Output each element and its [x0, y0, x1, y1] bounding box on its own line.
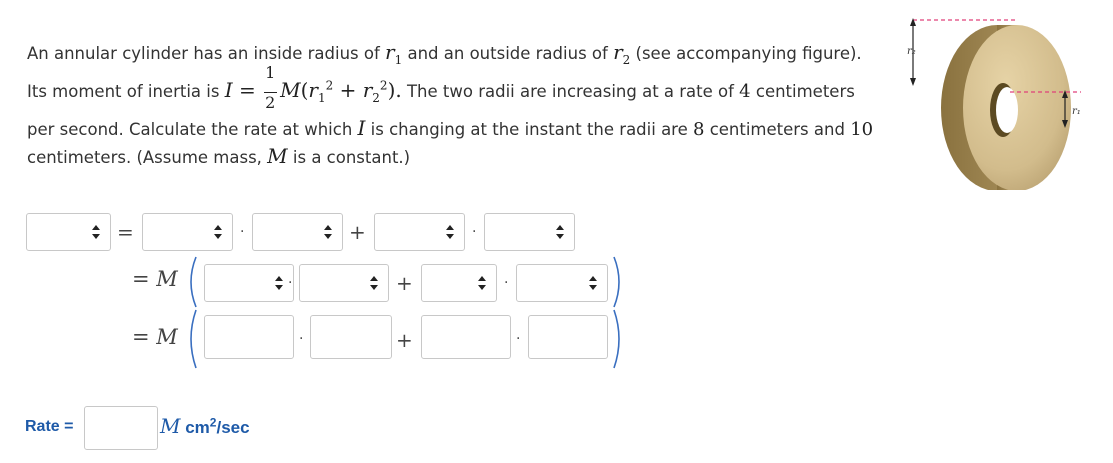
text: centimeters. (Assume mass,	[27, 148, 268, 167]
multiply-dot: ·	[240, 224, 245, 240]
row2-select-1[interactable]	[204, 264, 294, 302]
row1-select-3[interactable]	[374, 213, 465, 251]
disc-shape	[941, 25, 1071, 190]
problem-line-2: Its moment of inertia is I = $\frac{1}{2}$ $M(r_1^2 + r_2^2)$. The two radii are increasing at a rate of 4 centimeters	[27, 62, 855, 112]
right-paren-icon	[612, 255, 626, 309]
problem-line-3	[27, 116, 873, 140]
r2-label: r₂	[907, 46, 916, 57]
multiply-dot: ·	[472, 224, 477, 240]
right-paren-icon	[612, 308, 626, 370]
select-arrows-icon	[92, 225, 100, 239]
M-symbol: M	[280, 78, 301, 102]
select-arrows-icon	[214, 225, 222, 239]
select-arrows-icon	[556, 225, 564, 239]
problem-line-4	[27, 144, 410, 168]
text: The two radii are increasing at a rate of	[401, 82, 740, 101]
equals-sign: =	[232, 78, 263, 102]
select-arrows-icon	[275, 276, 283, 290]
radius-value-b: 10	[850, 119, 874, 140]
rate-unit: M $cm^2/\sec$	[160, 414, 250, 438]
select-arrows-icon	[370, 276, 378, 290]
text: (see accompanying figure).	[630, 44, 862, 63]
rate-value: 4	[739, 81, 751, 102]
row3-equals-M: = M	[132, 325, 178, 349]
plus-sign: +	[396, 328, 413, 352]
r1-symbol: $r_1$	[385, 40, 403, 67]
text: per second. Calculate the rate at which	[27, 120, 358, 139]
text: is changing at the instant the radii are	[365, 120, 693, 139]
rate-label: Rate =	[25, 418, 74, 435]
row1-lhs-select[interactable]	[26, 213, 111, 251]
rate-input[interactable]	[84, 406, 158, 450]
r1-label: r₁	[1072, 106, 1081, 117]
row2-select-2[interactable]	[299, 264, 389, 302]
row1-select-1[interactable]	[142, 213, 233, 251]
text: is a constant.)	[287, 148, 411, 167]
row3-input-4[interactable]	[528, 315, 608, 359]
text: Its moment of inertia is	[27, 82, 225, 101]
select-arrows-icon	[589, 276, 597, 290]
row3-input-2[interactable]	[310, 315, 392, 359]
one-half-fraction: $\frac{1}{2}$	[265, 62, 276, 112]
multiply-dot: ·	[288, 275, 293, 291]
select-arrows-icon	[324, 225, 332, 239]
text: centimeters and	[704, 120, 851, 139]
equals-sign: =	[117, 220, 134, 244]
I-symbol: I	[224, 78, 233, 102]
row2-select-3[interactable]	[421, 264, 497, 302]
annular-cylinder-figure	[895, 10, 1095, 190]
select-arrows-icon	[478, 276, 486, 290]
plus-sign: +	[396, 271, 413, 295]
radius-value-a: 8	[693, 119, 705, 140]
text: centimeters	[750, 82, 855, 101]
plus-sign: +	[349, 220, 366, 244]
text: An annular cylinder has an inside radius of	[27, 44, 386, 63]
row2-equals-M: = M	[132, 267, 178, 291]
M-symbol: M	[267, 144, 288, 168]
multiply-dot: ·	[516, 331, 521, 347]
left-paren-icon	[184, 255, 198, 309]
row3-input-3[interactable]	[421, 315, 511, 359]
r2-symbol: $r_2$	[613, 40, 631, 67]
row1-select-4[interactable]	[484, 213, 575, 251]
I-symbol: I	[357, 116, 366, 140]
select-arrows-icon	[446, 225, 454, 239]
row1-select-2[interactable]	[252, 213, 343, 251]
left-paren-icon	[184, 308, 198, 370]
multiply-dot: ·	[299, 331, 304, 347]
text: and an outside radius of	[402, 44, 614, 63]
problem-line-1	[27, 40, 862, 67]
row2-select-4[interactable]	[516, 264, 608, 302]
row3-input-1[interactable]	[204, 315, 294, 359]
multiply-dot: ·	[504, 275, 509, 291]
